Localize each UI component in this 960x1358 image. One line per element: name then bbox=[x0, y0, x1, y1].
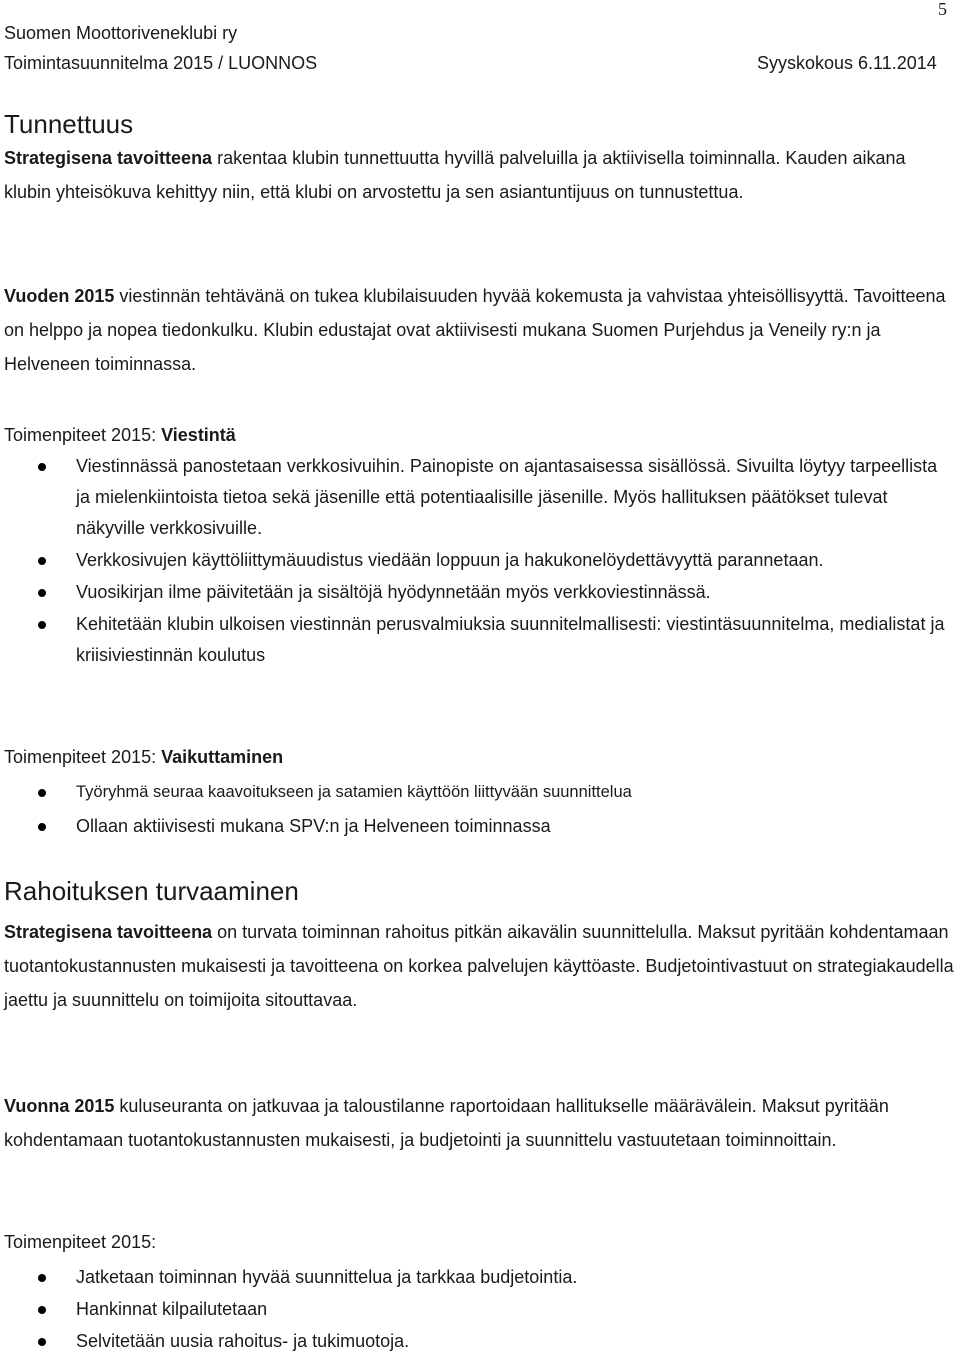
list-item: Verkkosivujen käyttöliittymäuudistus viedään loppuun ja hakukonelöydettävyyttä parannetaan. bbox=[0, 545, 956, 576]
paragraph-text: on turvata toiminnan rahoitus pitkän aikavälin suunnittelulla. Maksut pyritään kohdentamaan tuotantokustannusten mukaisesti ja tavoitteena on korkea palvelujen käyttöaste. Budjetointivastuut on strategiakaudella jaettu ja suunnittelu on toimijoita sitouttavaa. bbox=[4, 922, 954, 1010]
page-number: 5 bbox=[938, 0, 947, 19]
bold-lead: Strategisena tavoitteena bbox=[4, 148, 213, 168]
header-document-title: Toimintasuunnitelma 2015 / LUONNOS bbox=[4, 53, 318, 73]
paragraph-2015-communication bbox=[4, 279, 956, 381]
measures-topic: Vaikuttaminen bbox=[161, 747, 284, 767]
measures-heading-rahoitus: Toimenpiteet 2015: bbox=[4, 1232, 157, 1252]
bold-lead: Vuoden 2015 bbox=[4, 286, 115, 306]
paragraph-text: kuluseuranta on jatkuvaa ja taloustilanne raportoidaan hallitukselle määrävälein. Maksut pyritään kohdentamaan tuotantokustannusten mukaisesti, ja budjetointi ja suunnittelu vastuutetaan toiminnoittain. bbox=[4, 1096, 889, 1150]
measures-prefix: Toimenpiteet 2015: bbox=[4, 425, 162, 445]
bullet-icon bbox=[38, 621, 46, 629]
bullet-icon bbox=[38, 789, 46, 797]
measures-list-vaikuttaminen bbox=[0, 777, 956, 843]
list-item: Hankinnat kilpailutetaan bbox=[0, 1294, 956, 1325]
measures-prefix: Toimenpiteet 2015: bbox=[4, 747, 162, 767]
bullet-icon bbox=[38, 1306, 46, 1314]
header-organization: Suomen Moottoriveneklubi ry bbox=[4, 23, 238, 43]
bold-lead: Vuonna 2015 bbox=[4, 1096, 115, 1116]
paragraph-2015-finance bbox=[4, 1089, 956, 1157]
bullet-icon bbox=[38, 1338, 46, 1346]
paragraph-text: viestinnän tehtävänä on tukea klubilaisuuden hyvää kokemusta ja vahvistaa yhteisöllisyyttä. Tavoitteena on helppo ja nopea tiedonkulku. Klubin edustajat ovat aktiivisesti mukana Suomen Purjehdus ja Veneily ry:n ja Helveneen toiminnassa. bbox=[4, 286, 946, 374]
measures-topic: Viestintä bbox=[161, 425, 236, 445]
bullet-icon bbox=[38, 1274, 46, 1282]
header-date: Syyskokous 6.11.2014 bbox=[757, 53, 937, 73]
section-title-tunnettuus: Tunnettuus bbox=[4, 109, 134, 139]
measures-heading-vaikuttaminen bbox=[4, 740, 283, 774]
list-item: Vuosikirjan ilme päivitetään ja sisältöjä hyödynnetään myös verkkoviestinnässä. bbox=[0, 577, 956, 608]
list-item: Viestinnässä panostetaan verkkosivuihin. Painopiste on ajantasaisessa sisällössä. Sivuilta löytyy tarpeellista ja mielenkiintoista tietoa sekä jäsenille että potentiaalisille jäsenille. Myös hallituksen päätökset tulevat näkyville verkkosivuille. bbox=[0, 451, 956, 544]
list-item: Työryhmä seuraa kaavoitukseen ja satamien käyttöön liittyvään suunnittelua bbox=[0, 777, 956, 808]
list-item: Selvitetään uusia rahoitus- ja tukimuotoja. bbox=[0, 1326, 956, 1357]
list-item: Ollaan aktiivisesti mukana SPV:n ja Helveneen toiminnassa bbox=[0, 811, 956, 842]
bullet-icon bbox=[38, 557, 46, 565]
list-item: Kehitetään klubin ulkoisen viestinnän perusvalmiuksia suunnitelmallisesti: viestintäsuunnitelma, medialistat ja kriisiviestinnän koulutus bbox=[0, 609, 956, 671]
bullet-icon bbox=[38, 823, 46, 831]
section-title-rahoitus: Rahoituksen turvaaminen bbox=[4, 876, 299, 906]
bullet-icon bbox=[38, 589, 46, 597]
measures-list-rahoitus bbox=[0, 1262, 956, 1358]
bold-lead: Strategisena tavoitteena bbox=[4, 922, 213, 942]
measures-heading-viestinta bbox=[4, 418, 236, 452]
paragraph-strategy-tunnettuus bbox=[4, 141, 956, 209]
list-item: Jatketaan toiminnan hyvää suunnittelua ja tarkkaa budjetointia. bbox=[0, 1262, 956, 1293]
paragraph-text: rakentaa klubin tunnettuutta hyvillä palveluilla ja aktiivisella toiminnalla. Kauden aikana klubin yhteisökuva kehittyy niin, että klubi on arvostettu ja sen asiantuntijuus on tunnustettua. bbox=[4, 148, 906, 202]
bullet-icon bbox=[38, 463, 46, 471]
measures-list-viestinta bbox=[0, 451, 956, 672]
paragraph-strategy-rahoitus bbox=[4, 915, 956, 1017]
